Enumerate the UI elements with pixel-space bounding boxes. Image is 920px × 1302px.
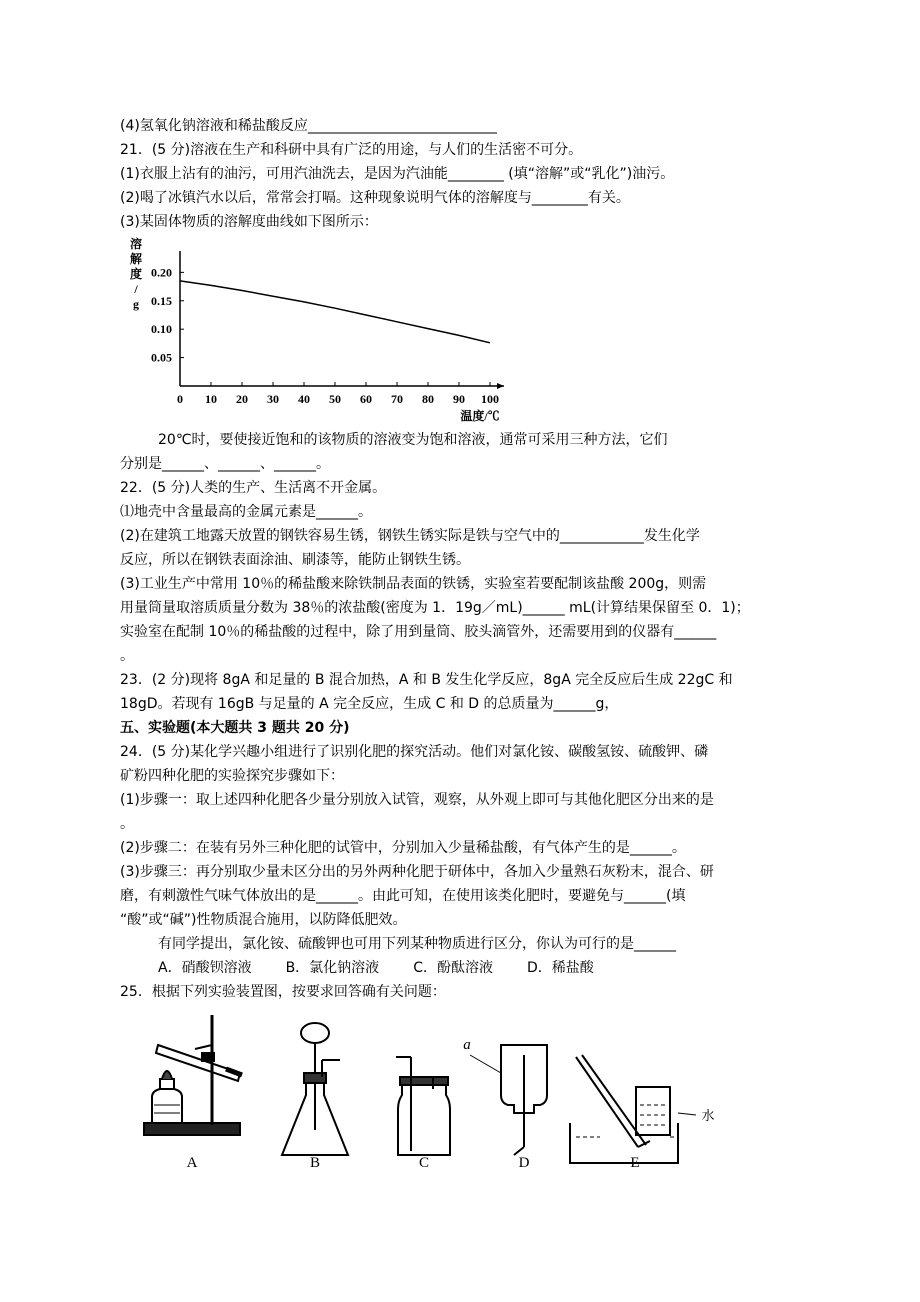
option-b: B．氯化钠溶液 [285, 960, 380, 976]
x-tick-label: 50 [329, 392, 341, 406]
x-tick-label: 90 [453, 392, 465, 406]
q22-part3d: 。 [120, 648, 134, 664]
q21-stem: 21．(5 分)溶液在生产和科研中具有广泛的用途，与人们的生活密不可分。 [120, 142, 583, 158]
section5-heading: 五、实验题(本大题共 3 题共 20 分) [120, 720, 350, 736]
apparatus-d [470, 1045, 547, 1155]
label-water: 水 [701, 1108, 715, 1123]
q21-part1: (1)衣服上沾有的油污，可用汽油洗去，是因为汽油能________ (填“溶解”或“乳化”)油污。 [120, 166, 675, 182]
x-tick-label: 70 [391, 392, 403, 406]
label-b: B [309, 1155, 321, 1171]
q21-after-line2: 分别是______、______、______。 [120, 456, 330, 472]
y-axis-label-char: 溶 [129, 237, 143, 251]
q22-part3b: 用量筒量取溶质质量分数为 38％的浓盐酸(密度为 1．19g／mL)______ mL(计算结果保留至 0．1)； [120, 600, 750, 616]
apparatus-e [570, 1055, 696, 1163]
q24-question: 有同学提出，氯化铵、硫酸钾也可用下列某种物质进行区分，你认为可行的是______ [158, 936, 676, 952]
y-axis-label-char: 度 [129, 267, 143, 281]
q24-step3b: 磨，有刺激性气味气体放出的是______。由此可知，在使用该类化肥时，要避免与______(填 [120, 888, 686, 904]
q24-step3c: “酸”或“碱”)性物质混合施用，以防降低肥效。 [120, 912, 407, 928]
q23-line1: 23．(2 分)现将 8gA 和足量的 B 混合加热，A 和 B 发生化学反应，8gA 完全反应后生成 22gC 和 [120, 672, 733, 688]
apparatus-c [396, 1057, 450, 1155]
q24-step2: (2)步骤二：在装有另外三种化肥的试管中，分别加入少量稀盐酸，有气体产生的是______。 [120, 840, 686, 856]
x-tick-label: 40 [298, 392, 310, 406]
q24-line2: 矿粉四种化肥的实验探究步骤如下： [120, 768, 344, 784]
q22-part2b: 反应，所以在钢铁表面涂油、刷漆等，能防止钢铁生锈。 [120, 552, 470, 568]
solubility-curve [180, 281, 490, 343]
apparatus-figure [130, 1005, 740, 1185]
x-tick-label: 10 [205, 392, 217, 406]
q24-step3a: (3)步骤三：再分别取少量未区分出的另外两种化肥于研体中，各加入少量熟石灰粉末，混合、研 [120, 864, 714, 880]
q21-part3: (3)某固体物质的溶解度曲线如下图所示： [120, 214, 378, 230]
label-e: E [630, 1155, 640, 1171]
x-tick-label: 60 [360, 392, 372, 406]
x-tick-label: 20 [236, 392, 248, 406]
q24-line1: 24．(5 分)某化学兴趣小组进行了识别化肥的探究活动。他们对氯化铵、碳酸氢铵、硫酸钾、磷 [120, 744, 709, 760]
label-c: C [418, 1155, 430, 1171]
y-axis-label-char: g [133, 297, 139, 311]
x-tick-label: 30 [267, 392, 279, 406]
q22-part2a: (2)在建筑工地露天放置的钢铁容易生锈，钢铁生锈实际是铁与空气中的____________发生化学 [120, 528, 700, 544]
q24-step1: (1)步骤一：取上述四种化肥各少量分别放入试管，观察，从外观上即可与其他化肥区分出来的是 [120, 792, 714, 808]
apparatus-b [282, 1023, 348, 1155]
x-axis-label: 温度/℃ [460, 409, 500, 423]
x-axis-arrow [497, 383, 504, 389]
q25-stem: 25．根据下列实验装置图，按要求回答确有关问题： [120, 984, 446, 1000]
q22-part3a: (3)工业生产中常用 10％的稀盐酸来除铁制品表面的铁锈，实验室若要配制该盐酸 200g，则需 [120, 576, 707, 592]
q21-part2: (2)喝了冰镇汽水以后，常常会打嗝。这种现象说明气体的溶解度与________有关。 [120, 190, 630, 206]
option-c: C．酚酞溶液 [413, 960, 493, 976]
y-tick-label: 0.05 [151, 350, 172, 365]
x-tick-label: 0 [177, 392, 183, 406]
q22-stem: 22．(5 分)人类的生产、生活离不开金属。 [120, 480, 387, 496]
label-d: D [518, 1155, 530, 1171]
q21-after-line1: 20℃时，要使接近饱和的该物质的溶液变为饱和溶液，通常可采用三种方法，它们 [158, 432, 668, 448]
solubility-chart [120, 234, 520, 424]
y-axis-label-char: / [134, 282, 138, 296]
y-tick-label: 0.20 [151, 265, 172, 280]
q22-part3c: 实验室在配制 10％的稀盐酸的过程中，除了用到量筒、胶头滴管外，还需要用到的仪器有______ [120, 624, 717, 640]
label-a: A [186, 1155, 198, 1171]
q20-part4: (4)氢氧化钠溶液和稀盐酸反应___________________________ [120, 118, 497, 134]
x-tick-label: 100 [481, 392, 499, 406]
y-axis-label-char: 解 [129, 252, 143, 266]
q24-step1b: 。 [120, 816, 134, 832]
q22-part1: ⑴地壳中含量最高的金属元素是______。 [120, 504, 372, 520]
y-tick-label: 0.10 [151, 322, 172, 337]
option-a: A．硝酸钡溶液 [158, 960, 252, 976]
option-d: D．稀盐酸 [526, 960, 594, 976]
apparatus-a [144, 1015, 242, 1135]
y-tick-label: 0.15 [151, 293, 172, 308]
q23-line2: 18gD。若现有 16gB 与足量的 A 完全反应，生成 C 和 D 的总质量为______g， [120, 696, 619, 712]
q24-options [158, 958, 628, 978]
x-tick-label: 80 [422, 392, 434, 406]
label-part-a: a [463, 1037, 471, 1053]
